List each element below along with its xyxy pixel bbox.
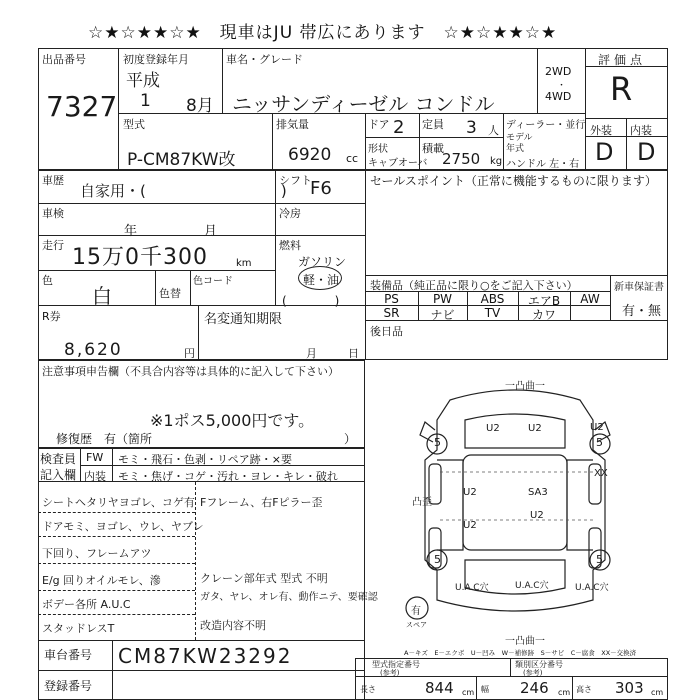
notes-text: ※1ポス5,000円です。 [150,411,315,430]
diagram-mark-3: U2 [590,422,604,433]
dim-width-unit: cm [558,688,571,697]
registration-year: 1 [140,91,151,111]
color-change-label: 色替 [159,287,181,300]
mileage-value: 15万0千300 [72,245,208,270]
mileage-unit: km [236,258,252,269]
load-value: 2750 [442,150,481,168]
diagram-mark-10: U.A.C穴 [515,581,549,591]
model-label: 型式 [123,118,145,131]
page-title: ☆★☆★★☆★ 現車はJU 帯広にあります ☆★☆★★☆★ [88,23,558,43]
ext-rating: D [595,138,614,166]
dim-height: 303 [615,679,644,697]
inspection-label: 車検 [42,207,64,220]
chassis-label: 車台番号 [44,648,93,662]
dim-width: 246 [520,679,549,697]
int-items: モミ・焦げ・コゲ・汚れ・ヨレ・キレ・破れ [118,470,338,483]
color-label: 色 [42,274,53,287]
warranty-label: 新車保証書 [614,282,664,293]
inspection-year-label: 年 [124,224,138,239]
shift-label: シフト [279,174,312,187]
equip-aw: AW [580,292,600,306]
inspection-month-label: 月 [204,224,218,239]
diagram-mark-6: SA3 [528,487,548,498]
rear-seat-label: 後日品 [370,325,403,338]
int-items-label: 内装 [84,470,106,483]
int-label: 内装 [630,124,652,137]
diagram-mark-8: U2 [463,520,477,531]
remark-right-2: クレーン部年式 型式 不明 [200,572,328,585]
shift-value: F6 [310,178,332,199]
diagram-mark-9: U.A.C穴 [455,583,489,593]
diagram-mark-11: U.A.C穴 [575,583,609,593]
diagram-left-label: 凸歪 [412,497,432,508]
name-change-month: 月 [306,347,317,360]
shape-value: キャブオーバ [368,158,428,169]
dim-length: 844 [425,679,454,697]
mileage-label: 走行 [42,239,64,252]
recycle-unit: 円 [184,347,195,360]
repair-label: 修復歴 有（箇所 ） [56,432,357,446]
diagram-legend: A－キズ E－エクボ U－凹み W－補修跡 S－サビ C－腐食 XX－交換済 [404,649,637,657]
usage-value: 自家用・( ) [80,182,287,200]
registration-month: 8月 [186,96,214,116]
dim-class-ref: (参考) [523,669,543,677]
remark-2: ドアモミ、ヨゴレ、ウレ、ヤブレ [42,520,204,533]
load-label: 積載 [422,142,444,155]
vehicle-label: 車名・グレード [226,53,303,66]
doors-value: 2 [393,117,405,138]
drive-2wd: 2WD [545,65,572,78]
registration-no-label: 登録番号 [44,679,93,693]
entry-label: 記入欄 [40,468,77,482]
name-change-label: 名変通知期限 [204,312,283,327]
doors-label: ドア [368,118,390,131]
dim-model-label: 型式指定番号 [372,660,420,669]
diagram-mark-2: U2 [528,423,542,434]
fuel-paren: ( ) [282,294,340,308]
ac-label: 冷房 [279,207,301,220]
usage-label: 車歴 [42,174,64,187]
notes-label: 注意事項申告欄（不具合内容等は具体的に記入して下さい） [42,365,339,378]
fuel-label: 燃料 [279,239,301,252]
color-code-label: 色コード [193,276,233,287]
equip-navi: ナビ [430,308,455,322]
rating-value: R [610,70,633,108]
int-rating: D [637,138,656,166]
displacement-value: 6920 [288,145,332,165]
tire-3: 5 [434,553,441,566]
equipment-label: 装備品（純正品に限り○をご記入下さい） [370,279,578,292]
dim-height-unit: cm [651,688,664,697]
capacity-label: 定員 [422,118,444,131]
equip-sr: SR [383,306,400,320]
dealer-label: ディーラー・並行 [506,120,586,131]
remark-3: 下回り、フレームアツ [42,547,152,560]
capacity-unit: 人 [488,124,499,137]
sales-point-label: セールスポイント（正常に機能するものに限ります） [370,174,657,188]
ext-label: 外装 [590,124,612,137]
rating-label: 評価点 [598,53,647,67]
equip-tv: TV [484,306,501,320]
dim-length-unit: cm [462,688,475,697]
capacity-value: 3 [466,118,477,138]
remark-right-3: ガタ、ヤレ、オレ有、動作ニテ、要確認 [200,592,378,603]
equip-abs: ABS [480,292,505,306]
diagram-rear-label: 一凸曲一 [505,636,545,647]
equip-airbag: エアB [527,294,561,308]
dim-model-ref: (参考) [380,669,400,677]
displacement-unit: cc [346,152,359,165]
dim-length-label: 長さ [360,685,376,694]
registration-era: 平成 [126,71,160,91]
tire-2: 5 [596,436,603,449]
fuel-gasoline: ガソリン [298,255,347,269]
diagram-front-label: 一凸曲一 [505,381,545,392]
diagram-mark-5: U2 [463,487,477,498]
diagram-mark-7: U2 [530,510,544,521]
lot-number: 7327 [46,90,118,123]
equip-ps: PS [384,292,399,306]
inspector-label: 検査員 [40,452,77,466]
remark-5: ボデー各所 A.U.C [42,598,131,611]
fuel-circle [298,266,342,290]
color-value: 白 [92,284,112,308]
model-value: P-CM87KW改 [127,150,236,170]
registration-label: 初度登録年月 [123,53,189,66]
remark-1: シートヘタリヤヨゴレ、コゲ有 [42,496,195,509]
diagram-mark-4: XX [594,468,608,479]
remark-6: スタッドレスT [42,622,115,635]
recycle-value: 8,620 [64,340,123,360]
equip-leather: カワ [531,308,556,322]
dim-height-label: 高さ [576,685,592,694]
tire-4: 5 [596,553,603,566]
remark-right-4: 改造内容不明 [200,619,266,632]
model-year-label: モデル [506,133,533,143]
fw-items: モミ・飛石・色剥・リペア跡・×要 [118,453,292,466]
remark-4: E/g 回りオイルモレ、滲 [42,574,161,587]
tire-1: 5 [434,436,441,449]
warranty-value: 有・無 [622,304,662,319]
shape-label: 形状 [368,144,388,155]
dim-width-label: 幅 [481,685,489,694]
diagram-mark-1: U2 [486,423,500,434]
spare-mark: 有 [411,606,421,617]
name-change-day: 日 [348,347,359,360]
displacement-label: 排気量 [276,118,309,131]
load-unit: kg [490,156,503,167]
fuel-light-oil: 軽・油 [303,273,340,287]
vehicle-name: ニッサンディーゼル コンドル [232,92,495,116]
chassis-value: CM87KW23292 [118,644,293,668]
recycle-label: R券 [42,310,61,323]
year-label: 年式 [506,144,525,154]
dim-class-label: 類別区分番号 [515,660,563,669]
equip-pw: PW [432,292,453,306]
handle-label: ハンドル 左・右 [506,159,580,170]
drive-4wd: 4WD [545,90,572,103]
lot-label: 出品番号 [42,53,86,66]
remark-right-1: Fフレーム、右Fピラー歪 [200,496,323,509]
spare-label: スペア [406,621,427,629]
fw-label: FW [86,451,104,464]
